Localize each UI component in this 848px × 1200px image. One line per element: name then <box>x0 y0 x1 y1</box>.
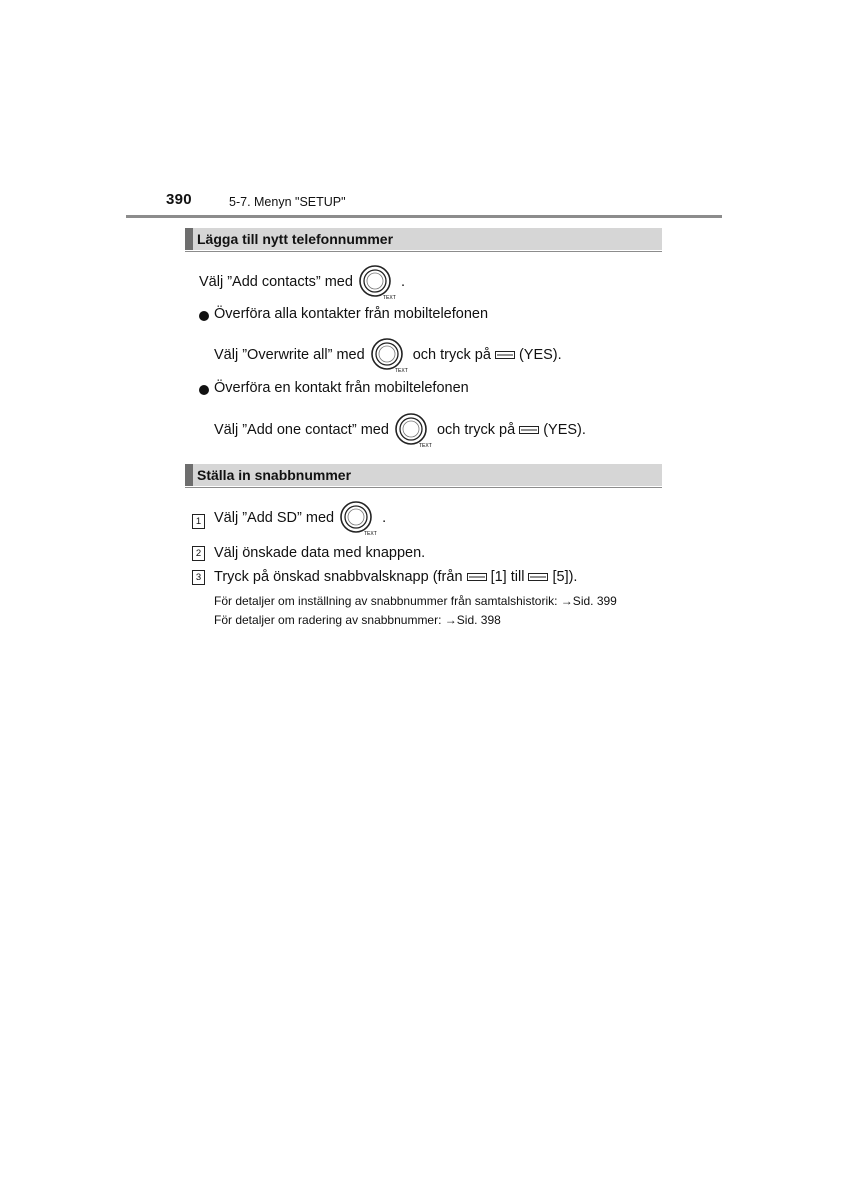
svg-text:TEXT: TEXT <box>364 531 377 536</box>
heading-underline <box>185 251 662 252</box>
heading-bar <box>185 228 193 250</box>
screen-button-icon <box>519 426 539 434</box>
instruction-text: Välj ”Add contacts” med <box>199 273 353 290</box>
bullet-dot <box>199 385 209 395</box>
screen-button-icon <box>495 351 515 359</box>
step-number-box: 1 <box>192 514 205 529</box>
instruction-add-one-contact <box>214 412 586 448</box>
tune-knob-icon <box>369 337 409 373</box>
step-number-box: 3 <box>192 570 205 585</box>
heading-underline <box>185 487 662 488</box>
screen-button-icon <box>467 573 487 581</box>
instruction-text: och tryck på <box>412 346 491 363</box>
instruction-text: och tryck på <box>436 421 516 438</box>
section-heading-speed-dial <box>185 464 662 486</box>
header-rule <box>126 215 722 218</box>
step-select-data: Välj önskade data med knappen. <box>214 545 426 561</box>
step-text: [5]). <box>552 569 578 585</box>
instruction-end: . <box>401 273 406 290</box>
bullet-transfer-one: Överföra en kontakt från mobiltelefonen <box>214 380 469 396</box>
note-delete-link: För detaljer om radering av snabbnummer: →Sid. 398 <box>214 613 501 627</box>
step-end: . <box>382 509 387 526</box>
section-title: Ställa in snabbnummer <box>197 467 352 483</box>
step-press-speed-dial <box>214 569 577 585</box>
tune-knob-icon <box>357 264 397 300</box>
instruction-overwrite-all <box>214 337 562 373</box>
instruction-text: (YES). <box>543 421 586 438</box>
bullet-transfer-all: Överföra alla kontakter från mobiltelefonen <box>214 306 489 322</box>
svg-text:TEXT: TEXT <box>394 368 408 373</box>
screen-button-icon <box>528 573 548 581</box>
step-text: [1] till <box>490 569 525 585</box>
tune-knob-icon <box>338 500 378 536</box>
section-title: Lägga till nytt telefonnummer <box>197 231 394 247</box>
bullet-dot <box>199 311 209 321</box>
section-reference: 5-7. Menyn "SETUP" <box>229 195 346 209</box>
svg-text:TEXT: TEXT <box>382 295 396 300</box>
instruction-add-contacts <box>199 264 405 300</box>
instruction-text: Välj ”Overwrite all” med <box>214 346 365 363</box>
svg-text:TEXT: TEXT <box>418 443 432 448</box>
heading-bar <box>185 464 193 486</box>
tune-knob-icon <box>393 412 433 448</box>
step-number-box: 2 <box>192 546 205 561</box>
step-text: Välj ”Add SD” med <box>214 509 335 526</box>
step-add-sd <box>214 500 386 536</box>
instruction-text: (YES). <box>518 346 562 363</box>
section-heading-add-number <box>185 228 662 250</box>
instruction-text: Välj ”Add one contact” med <box>214 421 389 438</box>
note-history-link: För detaljer om inställning av snabbnummer från samtalshistorik: →Sid. 399 <box>214 594 617 608</box>
step-text: Tryck på önskad snabbvalsknapp (från <box>214 569 463 585</box>
page-number: 390 <box>166 191 192 208</box>
